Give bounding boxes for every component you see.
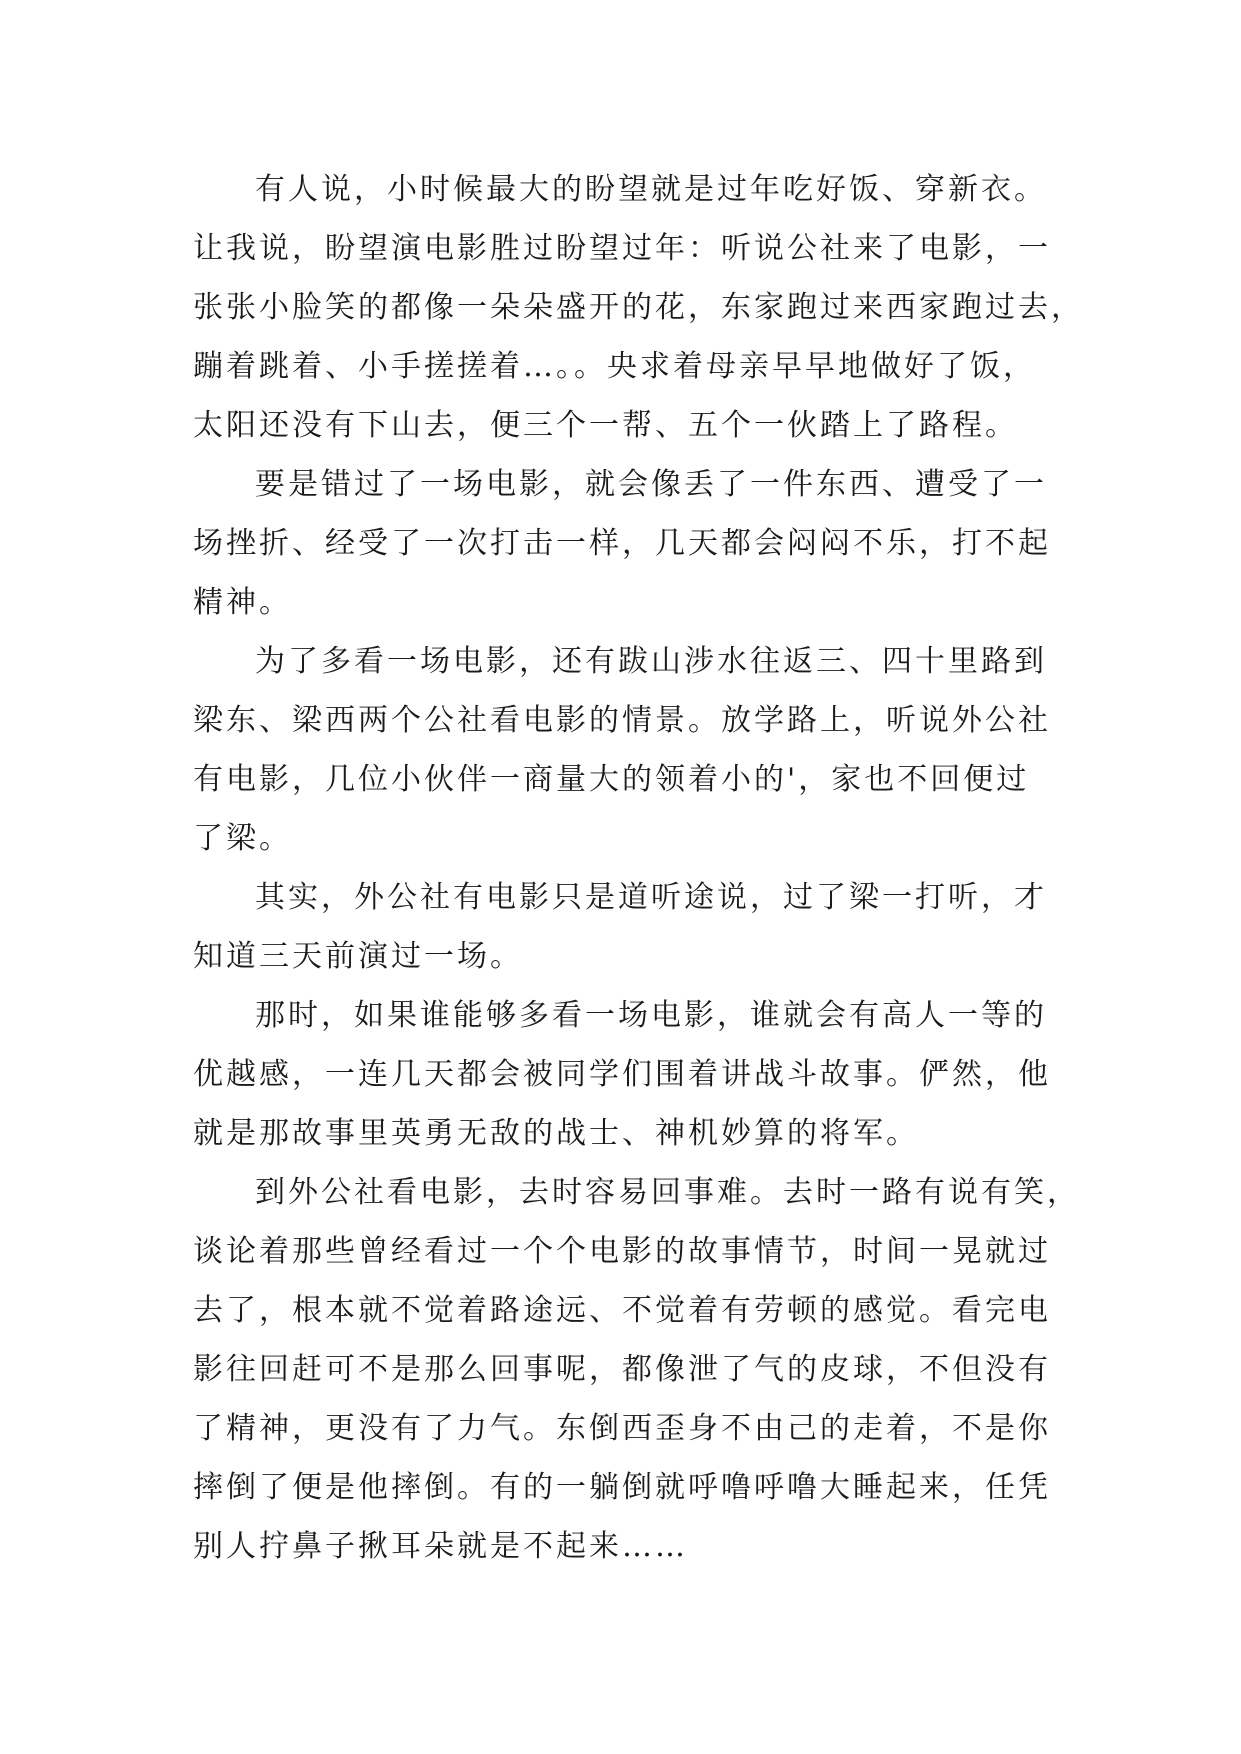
text-line: 优越感，一连几天都会被同学们围着讲战斗故事。俨然，他 (193, 1057, 1051, 1092)
text-line: 太阳还没有下山去，便三个一帮、五个一伙踏上了路程。 (193, 408, 1018, 443)
body-text (193, 160, 1093, 1576)
text-line: 梁东、梁西两个公社看电影的情景。放学路上，听说外公社 (193, 703, 1051, 738)
text-line: 那时，如果谁能够多看一场电影，谁就会有高人一等的 (255, 998, 1047, 1033)
text-line: 就是那故事里英勇无敌的战士、神机妙算的将军。 (193, 1116, 919, 1151)
text-line: 场挫折、经受了一次打击一样，几天都会闷闷不乐，打不起 (193, 526, 1051, 561)
text-line: 有电影，几位小伙伴一商量大的领着小的'，家也不回便过 (193, 762, 1030, 797)
text-line: 张张小脸笑的都像一朵朵盛开的花，东家跑过来西家跑过去， (193, 290, 1084, 325)
text-line: 让我说，盼望演电影胜过盼望过年：听说公社来了电影，一 (193, 231, 1051, 266)
text-line: 谈论着那些曾经看过一个个电影的故事情节，时间一晃就过 (193, 1234, 1051, 1269)
text-line: 摔倒了便是他摔倒。有的一躺倒就呼噜呼噜大睡起来，任凭 (193, 1470, 1051, 1505)
text-line: 了精神，更没有了力气。东倒西歪身不由己的走着，不是你 (193, 1411, 1051, 1446)
text-line: 有人说，小时候最大的盼望就是过年吃好饭、穿新衣。 (255, 172, 1047, 207)
text-line: 影往回赶可不是那么回事呢，都像泄了气的皮球，不但没有 (193, 1352, 1051, 1387)
text-line: 到外公社看电影，去时容易回事难。去时一路有说有笑， (255, 1175, 1080, 1210)
text-line: 其实，外公社有电影只是道听途说，过了梁一打听，才 (255, 880, 1047, 915)
text-line: 精神。 (193, 585, 292, 620)
text-line: 了梁。 (193, 821, 292, 856)
text-line: 要是错过了一场电影，就会像丢了一件东西、遭受了一 (255, 467, 1047, 502)
text-line: 为了多看一场电影，还有跋山涉水往返三、四十里路到 (255, 644, 1047, 679)
text-line: 蹦着跳着、小手搓搓着…。。央求着母亲早早地做好了饭， (193, 349, 1036, 384)
text-line: 知道三天前演过一场。 (193, 939, 523, 974)
text-line: 别人拧鼻子揪耳朵就是不起来…… (193, 1529, 688, 1564)
text-line: 去了，根本就不觉着路途远、不觉着有劳顿的感觉。看完电 (193, 1293, 1051, 1328)
